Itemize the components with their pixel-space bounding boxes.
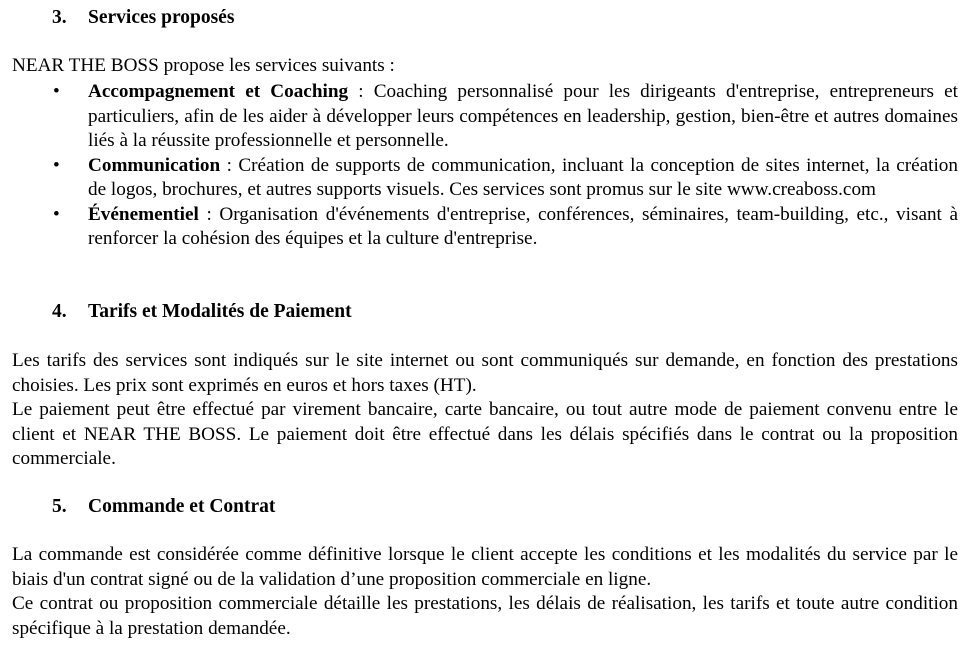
service-term: Accompagnement et Coaching bbox=[88, 81, 349, 102]
section-5-heading bbox=[52, 495, 275, 520]
list-item bbox=[12, 203, 958, 252]
section-4-number: 4. bbox=[52, 301, 67, 322]
section-5-title: Commande et Contrat bbox=[88, 496, 276, 517]
section-4-paragraph-1: Les tarifs des services sont indiqués sur le site internet ou sont communiqués sur demande, en fonction des prestations choisies. Les prix sont exprimés en euros et hors taxes (HT). bbox=[12, 350, 958, 396]
service-description: : Coaching personnalisé pour les dirigeants d'entreprise, entrepreneurs et particuliers, afin de les aider à développer leurs compétences en leadership, gestion, bien-être et autres domaines liés à la réussite professionnelle et personnelle. bbox=[88, 81, 959, 151]
bullet-icon: • bbox=[53, 154, 60, 176]
section-3-heading bbox=[52, 6, 234, 31]
section-4-heading bbox=[52, 300, 352, 325]
services-list bbox=[12, 80, 958, 252]
service-description: : Création de supports de communication, incluant la conception de sites internet, la création de logos, brochures, et autres supports visuels. Ces services sont promus sur le site www.creaboss.com bbox=[88, 154, 958, 200]
section-3-intro: NEAR THE BOSS propose les services suivants : bbox=[12, 55, 395, 76]
section-4-title: Tarifs et Modalités de Paiement bbox=[88, 301, 352, 322]
bullet-icon: • bbox=[53, 81, 60, 102]
section-5-paragraph-2: Ce contrat ou proposition commerciale détaille les prestations, les délais de réalisation, les tarifs et toute autre condition spécifique à la prestation demandée. bbox=[12, 593, 958, 639]
service-term: Événementiel bbox=[88, 203, 199, 225]
section-5-number: 5. bbox=[52, 496, 67, 517]
service-term: Communication bbox=[88, 154, 221, 176]
bullet-icon: • bbox=[53, 203, 60, 225]
section-4-paragraph-2: Le paiement peut être effectué par virement bancaire, carte bancaire, ou tout autre mode de paiement convenu entre le client et NEAR THE BOSS. Le paiement doit être effectué dans les délais spécifiés dans le contrat ou la proposition commerciale. bbox=[12, 399, 958, 469]
list-item bbox=[12, 80, 958, 154]
list-item bbox=[12, 154, 958, 203]
service-description: : Organisation d'événements d'entreprise, conférences, séminaires, team-building, etc., visant à renforcer la cohésion des équipes et la culture d'entreprise. bbox=[88, 203, 958, 249]
section-3-title: Services proposés bbox=[88, 7, 235, 28]
section-3-number: 3. bbox=[52, 7, 67, 28]
section-5-paragraph-1: La commande est considérée comme définitive lorsque le client accepte les conditions et les modalités du service par le biais d'un contrat signé ou de la validation d’une proposition commerciale en ligne. bbox=[12, 544, 958, 590]
